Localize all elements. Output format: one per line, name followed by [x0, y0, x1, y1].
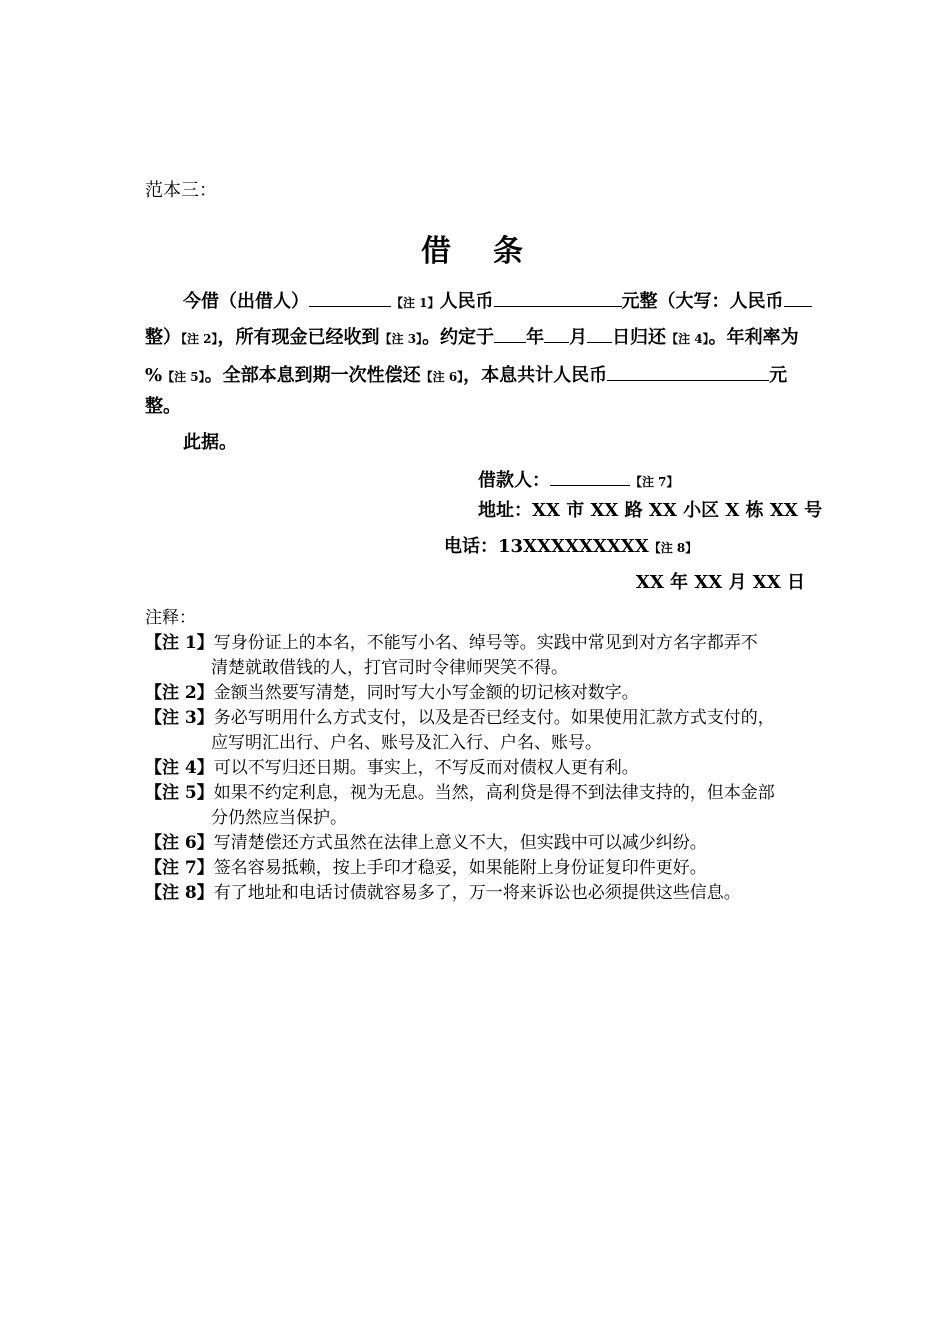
- note-text: 有了地址和电话讨债就容易多了，万一将来诉讼也必须提供这些信息。: [213, 883, 741, 903]
- note-5-continued: 分仍然应当保护。: [211, 808, 347, 828]
- note-ref-5: 【注 5】: [162, 370, 205, 384]
- month-label: 月: [569, 327, 588, 348]
- evidence-text: 此据。: [183, 432, 237, 453]
- note-4: [145, 760, 639, 777]
- note-text: 如果不约定利息，视为无息。当然，高利贷是得不到法律支持的，但本金部: [213, 783, 775, 803]
- loan-paragraph-line-1: [183, 288, 812, 311]
- notes-title: 注释：: [145, 608, 196, 628]
- note-tag: 【注 1】: [145, 633, 214, 653]
- note-tag: 【注 2】: [145, 683, 214, 703]
- borrower-blank: [550, 467, 630, 486]
- total-label: ，本息共计人民币: [463, 365, 608, 386]
- note-5: [145, 785, 775, 802]
- note-8: [145, 885, 741, 902]
- agreed-date-label: 。约定于: [422, 327, 495, 348]
- note-ref-8: 【注 8】: [648, 541, 698, 555]
- amount-uppercase-blank: [784, 288, 812, 307]
- note-text: 签名容易抵赖，按上手印才稳妥，如果能附上身份证复印件更好。: [213, 858, 707, 878]
- year-label: 年: [526, 327, 545, 348]
- note-6: [145, 835, 707, 852]
- loan-paragraph-line-2: [145, 324, 799, 347]
- currency-label: 人民币: [439, 291, 494, 312]
- note-1-continued: 清楚就敢借钱的人，打官司时令律师哭笑不得。: [211, 658, 568, 678]
- note-tag: 【注 8】: [145, 883, 214, 903]
- note-7: [145, 860, 707, 877]
- percent-sign: %: [145, 365, 163, 386]
- note-1: [145, 635, 758, 652]
- note-3: [145, 710, 775, 727]
- return-label: 日归还: [612, 327, 667, 348]
- loan-paragraph-line-4: 整。: [145, 396, 181, 417]
- note-ref-7: 【注 7】: [630, 475, 679, 489]
- total-blank: [607, 362, 769, 381]
- document-title: 借 条: [421, 234, 529, 269]
- note-text: 可以不写归还日期。事实上，不写反而对债权人更有利。: [213, 758, 639, 778]
- lender-blank: [309, 288, 391, 307]
- note-tag: 【注 6】: [145, 833, 214, 853]
- note-3-continued: 应写明汇出行、户名、账号及汇入行、户名、账号。: [211, 733, 602, 753]
- note-tag: 【注 7】: [145, 858, 214, 878]
- lender-label: 今借（出借人）: [183, 291, 309, 312]
- note-tag: 【注 4】: [145, 758, 214, 778]
- note-text: 务必写明用什么方式支付，以及是否已经支付。如果使用汇款方式支付的，: [213, 708, 775, 728]
- note-ref-1: 【注 1】: [391, 296, 440, 310]
- amount-uppercase-label: 元整（大写：人民币: [621, 291, 784, 312]
- note-ref-6: 【注 6】: [420, 370, 464, 384]
- template-label: 范本三：: [145, 180, 217, 201]
- day-blank: [587, 324, 612, 343]
- note-ref-3: 【注 3】: [379, 332, 423, 346]
- borrower-line: [478, 467, 679, 490]
- amount-end-label: 整）: [145, 327, 181, 348]
- year-blank: [494, 324, 526, 343]
- note-2: [145, 685, 639, 702]
- borrower-label: 借款人：: [478, 470, 550, 491]
- loan-paragraph-line-3: [145, 362, 787, 385]
- note-text: 写身份证上的本名，不能写小名、绰号等。实践中常见到对方名字都弄不: [213, 633, 758, 653]
- note-ref-4: 【注 4】: [666, 332, 709, 346]
- address-line: 地址：XX 市 XX 路 XX 小区 X 栋 XX 号: [478, 500, 823, 521]
- date-line: XX 年 XX 月 XX 日: [635, 572, 805, 593]
- note-tag: 【注 3】: [145, 708, 214, 728]
- yuan-label: 元: [769, 365, 788, 386]
- month-blank: [544, 324, 569, 343]
- phone-line: [444, 538, 697, 556]
- received-text: ，所有现金已经收到: [217, 327, 380, 348]
- note-ref-2: 【注 2】: [181, 332, 218, 346]
- note-tag: 【注 5】: [145, 783, 214, 803]
- phone-text: 电话：13XXXXXXXXX: [444, 536, 649, 557]
- note-text: 写清楚偿还方式虽然在法律上意义不大，但实践中可以减少纠纷。: [213, 833, 707, 853]
- amount-blank: [494, 288, 622, 307]
- interest-rate-label: 。年利率为: [708, 327, 799, 348]
- repayment-text: 。全部本息到期一次性偿还: [204, 365, 421, 386]
- note-text: 金额当然要写清楚，同时写大小写金额的切记核对数字。: [213, 683, 639, 703]
